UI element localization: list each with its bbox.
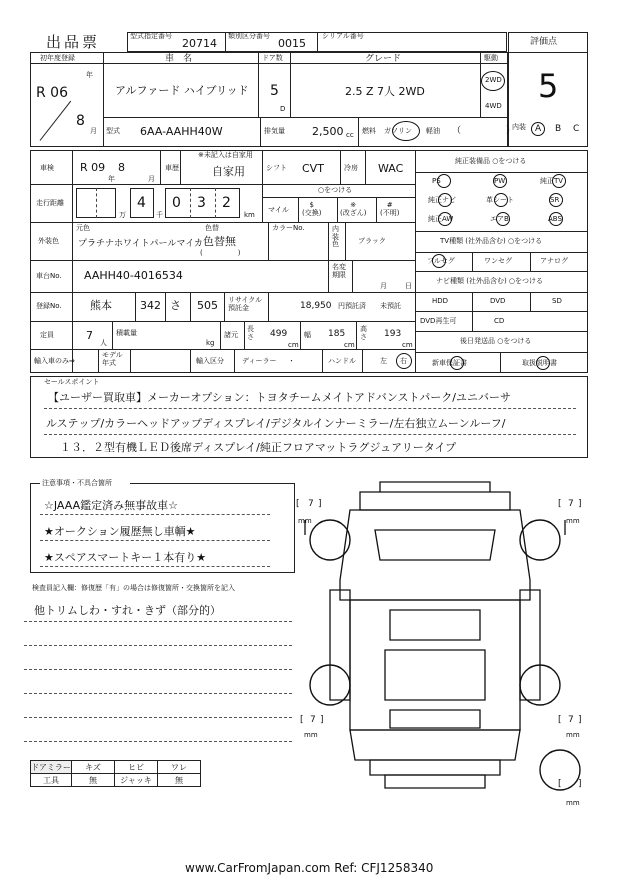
inspector-note: 他トリムしわ・すれ・きず（部分的） — [34, 604, 221, 617]
month-unit: 月 — [90, 127, 97, 135]
type-label: 型式 — [106, 127, 120, 135]
grade-label: グレード — [365, 54, 402, 64]
fuel-value: ガソリン — [384, 127, 412, 135]
equip-leather: 革シート — [486, 196, 514, 204]
repaint-label: 色替 — [205, 224, 219, 232]
tire-rl-bracket-left: [ — [300, 715, 304, 725]
tv-oneseg: ワンセグ — [484, 257, 512, 265]
form-title: 出品票 — [46, 33, 101, 51]
mileage-d2: 0 — [172, 195, 181, 211]
equip-tv-circle — [552, 174, 566, 188]
mileage-man-unit: 万 — [119, 211, 126, 219]
legend-tools: 工具 — [30, 773, 72, 787]
handle-left: 左 — [380, 357, 387, 365]
equip-navi: 純正ナビ — [428, 196, 456, 204]
equip-ps-circle — [437, 174, 451, 188]
inspector-label: 検査員記入欄：修復歴「有」の場合は修復箇所・交換箇所を記入 — [32, 584, 235, 592]
name-change-label: 名変期限 — [332, 263, 346, 279]
doors-label: ドア数 — [262, 54, 283, 62]
interior-label: 内装 — [512, 123, 526, 131]
equip-leather-circle — [494, 193, 508, 207]
mileage-mark-label: ○をつける — [318, 186, 353, 194]
history-note: ※未記入は自家用 — [198, 151, 253, 159]
equip-pw: PW — [494, 177, 506, 185]
class-no: 0015 — [278, 37, 306, 50]
score-value: 5 — [538, 67, 559, 105]
footer-ref: www.CarFromJapan.com Ref: CFJ1258340 — [185, 861, 434, 875]
name-change-month: 月 — [380, 282, 387, 290]
equip-pw-circle — [493, 174, 507, 188]
handle-label: ハンドル — [328, 357, 356, 365]
mileage-d4: 2 — [222, 195, 231, 211]
chassis-no: AAHH40-4016534 — [84, 269, 183, 282]
first-reg-label: 初年度登録 — [40, 54, 75, 62]
handle-right: 右 — [400, 357, 407, 365]
later-manual: 取扱説明書 — [522, 359, 557, 367]
mileage-label: 走行距離 — [36, 199, 64, 207]
mileage-box-3-divider-a — [190, 188, 191, 218]
first-reg-month: 8 — [76, 113, 85, 129]
note-line-3: ★スペアスマートキー１本有り★ — [44, 551, 207, 564]
tv-fullseg: フルセグ — [427, 257, 455, 265]
recycle-label: リサイクル預託金 — [228, 296, 263, 313]
equip-title: 純正装備品 ○をつける — [455, 157, 527, 165]
reg-class: 342 — [140, 299, 161, 312]
first-reg-era: R 06 — [36, 85, 68, 101]
width-label: 幅 — [304, 331, 311, 339]
navi-dvd: DVD — [490, 297, 506, 305]
notes-box-top-right — [130, 483, 295, 484]
later-warranty-circle — [450, 356, 464, 370]
color-label: 外装色 — [38, 237, 59, 245]
mileage-opt-unknown: # (不明) — [380, 201, 400, 218]
tire-fl-bracket-left: [ — [296, 499, 300, 509]
length-label: 長さ — [247, 325, 254, 341]
model-no: 20714 — [182, 37, 217, 50]
equip-sr: SR — [550, 196, 560, 204]
spec-label: 諸元 — [224, 331, 238, 339]
tire-spare-unit: mm — [566, 799, 580, 807]
tire-rr-bracket-right: ] — [578, 715, 582, 725]
mileage-box-1-divider — [96, 188, 97, 218]
reg-number: 505 — [197, 299, 218, 312]
equip-sr-circle — [549, 193, 563, 207]
recycle-unpaid: 未預託 — [380, 302, 401, 310]
mileage-km-unit: km — [244, 211, 255, 219]
interior-c: C — [573, 124, 580, 134]
doors: 5 — [270, 83, 279, 99]
shift-label: シフト — [266, 164, 287, 172]
drive-label: 駆動 — [484, 54, 498, 62]
legend-scratch: キズ — [71, 760, 115, 774]
doors-sub: D — [280, 105, 286, 113]
import-category-label: 輸入区分 — [196, 357, 224, 365]
dealer-label: ディーラー — [242, 357, 277, 365]
legend-tools-value: 無 — [71, 773, 115, 787]
tire-rl-bracket-right: ] — [320, 715, 324, 725]
sales-line-2: ルステップ/カラーヘッドアップディスプレイ/デジタルインナーミラー/左右独立ムーンルーフ/ — [46, 417, 506, 430]
load-unit: kg — [206, 339, 215, 347]
capacity-label: 定員 — [40, 331, 54, 339]
grade: 2.5 Z 7人 2WD — [345, 85, 425, 98]
repaint-paren: ( ) — [200, 249, 241, 257]
legend-jack: ジャッキ — [114, 773, 158, 787]
navi-cd: CD — [494, 317, 505, 325]
legend-mirror: ドアミラー — [30, 760, 72, 774]
tire-rr: 7 — [568, 715, 574, 725]
equip-ps: PS — [432, 177, 441, 185]
car-name: アルファード ハイブリッド — [115, 84, 249, 97]
later-manual-circle — [536, 356, 550, 370]
capacity: 7 — [86, 329, 93, 342]
equip-aw: 純正AW — [428, 215, 454, 223]
score-label: 評価点 — [530, 37, 558, 47]
shaken-month: 8 — [118, 161, 125, 174]
mileage-opt-tamper: ※ (改ざん) — [340, 201, 367, 218]
model-year-label: モデル年式 — [102, 351, 123, 367]
length: 499 — [270, 329, 288, 339]
load-label: 積載量 — [116, 329, 137, 337]
import-label: 輸入車のみ⇒ — [34, 357, 75, 365]
tire-fr-unit: mm — [566, 517, 580, 525]
displacement: 2,500 — [312, 125, 344, 138]
shift: CVT — [302, 162, 324, 175]
year-unit: 年 — [86, 71, 93, 79]
light-oil-paren: （ ） — [452, 126, 516, 136]
sales-line-1: 【ユーザー買取車】メーカーオプション：トヨタチームメイトアドバンストパーク/ユニバーサ — [48, 391, 511, 404]
drive-4wd: 4WD — [485, 102, 502, 110]
sales-line-3: １３．２型有機ＬＥＤ後席ディスプレイ/純正フロアマットラグジュアリータイプ — [60, 441, 457, 454]
reg-label: 登録No. — [36, 302, 62, 310]
mileage-sen-unit: 千 — [156, 211, 163, 219]
sales-label: セールスポイント — [44, 378, 100, 386]
height: 193 — [384, 329, 402, 339]
interior-b: B — [555, 124, 562, 134]
mileage-opt-mile: マイル — [268, 206, 289, 214]
recycle-unit: 円預託済 — [338, 302, 366, 310]
interior-color: ブラック — [358, 237, 386, 245]
light-oil-label: 軽油 — [426, 127, 440, 135]
width: 185 — [328, 329, 346, 339]
later-warranty: 新車保証書 — [432, 359, 467, 367]
tire-rl: 7 — [310, 715, 316, 725]
tire-spare-bracket-right: ] — [578, 779, 582, 789]
tire-fl-bracket-right: ] — [318, 499, 322, 509]
color-no-label: カラーNo. — [272, 224, 305, 232]
reg-place: 熊本 — [90, 299, 112, 312]
tv-fullseg-circle — [432, 254, 446, 268]
ac: WAC — [378, 162, 404, 175]
equip-abs: ABS — [548, 215, 562, 223]
repaint: 色替無 — [203, 235, 236, 248]
orig-color-label: 元色 — [76, 224, 90, 232]
mileage-d1: 4 — [137, 195, 146, 211]
interior-color-label: 内装色 — [332, 225, 339, 249]
legend-break: ワレ — [157, 760, 201, 774]
mileage-box-3-divider-b — [215, 188, 216, 218]
orig-color: プラチナホワイトパールマイカ — [78, 239, 203, 249]
equip-abs-circle — [549, 212, 563, 226]
ac-label: 冷房 — [344, 164, 358, 172]
shaken-era: R 09 — [80, 161, 106, 174]
tire-spare-bracket-left: [ — [558, 779, 562, 789]
tv-title: TV種類 (社外品含む) ○をつける — [440, 237, 543, 245]
legend-jack-value: 無 — [157, 773, 201, 787]
equip-tv: 純正TV — [540, 177, 564, 185]
import-separator: ・ — [288, 357, 295, 365]
navi-sd: SD — [552, 297, 562, 305]
history-label: 車歴 — [165, 164, 179, 172]
later-title: 後日発送品 ○をつける — [460, 337, 532, 345]
navi-hdd: HDD — [432, 297, 449, 305]
shaken-label: 車検 — [40, 164, 54, 172]
tire-rr-unit: mm — [566, 731, 580, 739]
car-name-label: 車 名 — [165, 54, 193, 64]
recycle-amount: 18,950 — [300, 301, 332, 311]
tire-rl-unit: mm — [304, 731, 318, 739]
height-unit: cm — [402, 341, 413, 349]
length-unit: cm — [288, 341, 299, 349]
history: 自家用 — [212, 165, 245, 178]
legend-crack: ヒビ — [114, 760, 158, 774]
class-no-label: 類別区分番号 — [228, 32, 270, 40]
equip-airbag-circle — [496, 212, 510, 226]
equip-aw-circle — [438, 212, 452, 226]
equip-airbag: エアB — [490, 215, 509, 223]
type-value: 6AA-AAHH40W — [140, 125, 223, 138]
interior-a: A — [535, 124, 542, 134]
tire-fr: 7 — [568, 499, 574, 509]
mileage-opt-exchange: $ (交換) — [302, 201, 322, 218]
car-damage-diagram — [290, 470, 590, 810]
name-change-day: 日 — [405, 282, 412, 290]
disp-unit: cc — [346, 131, 354, 139]
tire-fr-bracket-right: ] — [578, 499, 582, 509]
drive-2wd: 2WD — [485, 76, 502, 84]
tire-fr-bracket-left: [ — [558, 499, 562, 509]
note-line-1: ☆JAAA鑑定済み無事故車☆ — [44, 499, 178, 512]
navi-title: ナビ種類 (社外品含む) ○をつける — [436, 277, 544, 285]
shaken-year-unit: 年 — [108, 175, 115, 183]
serial-label: シリアル番号 — [322, 32, 364, 40]
tire-fl-unit: mm — [298, 517, 312, 525]
shaken-month-unit: 月 — [148, 175, 155, 183]
fuel-label: 燃料 — [362, 127, 376, 135]
tv-analog: アナログ — [540, 257, 568, 265]
displacement-label: 排気量 — [264, 127, 285, 135]
width-unit: cm — [344, 341, 355, 349]
notes-box-top-left — [30, 483, 40, 484]
mileage-d3: 3 — [197, 195, 206, 211]
capacity-unit: 人 — [100, 339, 107, 347]
navi-dvd-play: DVD再生可 — [420, 317, 457, 325]
chassis-label: 車台No. — [36, 272, 62, 280]
notes-label: 注意事項・不具合箇所 — [42, 479, 112, 487]
equip-navi-circle — [438, 193, 452, 207]
height-label: 高さ — [360, 325, 367, 341]
tire-fl: 7 — [308, 499, 314, 509]
model-no-label: 型式指定番号 — [130, 32, 172, 40]
note-line-2: ★オークション履歴無し車輌★ — [44, 525, 196, 538]
reg-kana: さ — [170, 299, 181, 312]
tire-rr-bracket-left: [ — [558, 715, 562, 725]
